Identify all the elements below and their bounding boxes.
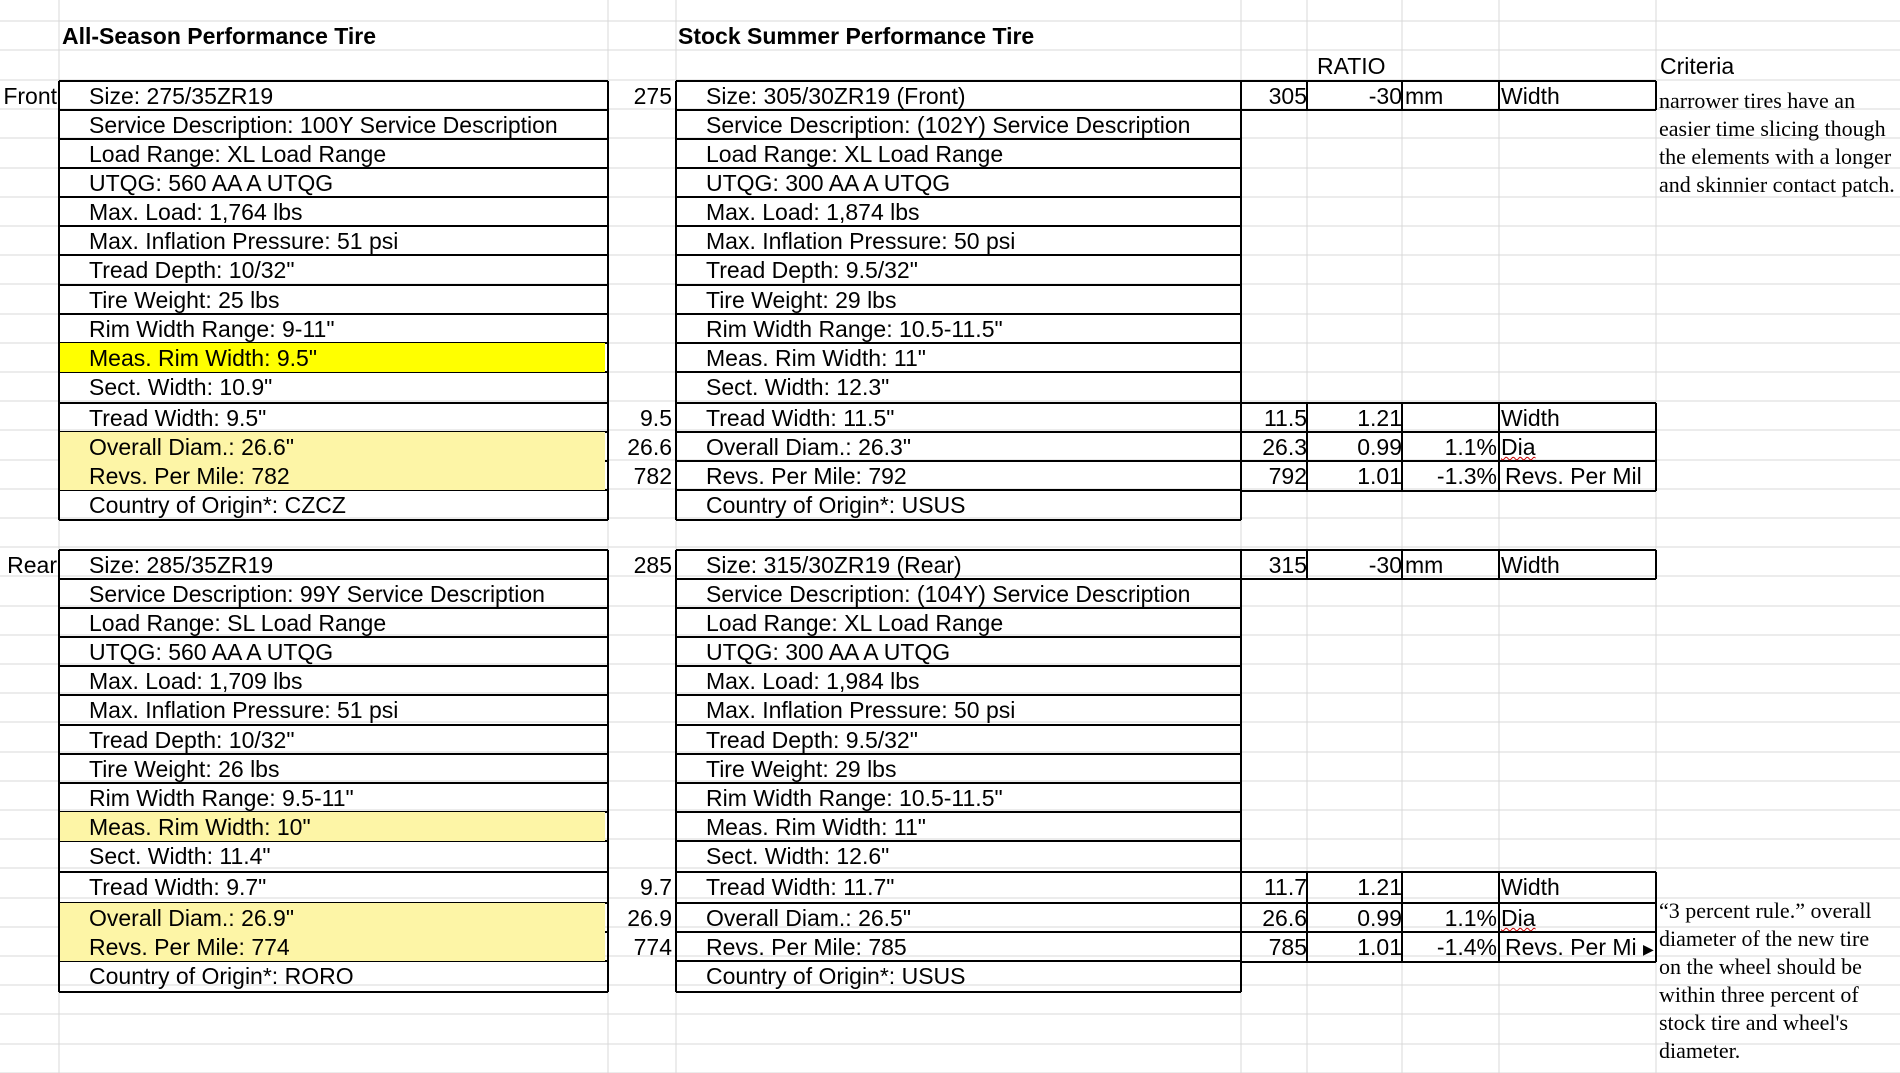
rear-all_season-row[interactable]: Overall Diam.: 26.9" bbox=[89, 905, 295, 931]
criteria-header[interactable]: Criteria bbox=[1660, 53, 1735, 79]
rear-all_season-row[interactable]: Sect. Width: 11.4" bbox=[89, 843, 271, 869]
rear-stock-row[interactable]: Tread Width: 11.7" bbox=[706, 874, 895, 900]
front-cmp-diam-ratio[interactable]: 0.99 bbox=[1357, 434, 1402, 460]
front-cmp-diam-label[interactable] bbox=[1501, 433, 1654, 462]
front-all_season-row[interactable]: Tire Weight: 25 lbs bbox=[89, 287, 280, 313]
front-cmp-size-label[interactable]: Width bbox=[1501, 83, 1560, 109]
front-stock-row[interactable]: Tread Width: 11.5" bbox=[706, 405, 895, 431]
front-stock-row[interactable]: Overall Diam.: 26.3" bbox=[706, 434, 912, 460]
rear-all_season-row[interactable]: Size: 285/35ZR19 bbox=[89, 552, 274, 578]
front-cmp-size-ratio[interactable]: -30 bbox=[1368, 83, 1402, 109]
rear-all_season-row[interactable]: Max. Inflation Pressure: 51 psi bbox=[89, 697, 399, 723]
rear-cmp-diam-label-text: Dia bbox=[1501, 905, 1536, 931]
front-all_season-row[interactable]: Service Description: 100Y Service Description bbox=[89, 112, 558, 138]
rear-stock-row[interactable]: Load Range: XL Load Range bbox=[706, 610, 1004, 636]
rear-criteria-note[interactable]: “3 percent rule.” overall diameter of the new tire on the wheel should be within three percent of stock tire and wheel's diameter. bbox=[1659, 898, 1872, 1063]
front-stock-row[interactable]: Meas. Rim Width: 11" bbox=[706, 345, 926, 371]
rear-diam-value[interactable]: 26.9 bbox=[627, 905, 672, 931]
front-all_season-row[interactable]: Sect. Width: 10.9" bbox=[89, 374, 273, 400]
rear-cmp-size-ratio[interactable]: -30 bbox=[1368, 552, 1402, 578]
front-all_season-row[interactable]: UTQG: 560 AA A UTQG bbox=[89, 170, 334, 196]
ratio-header[interactable]: RATIO bbox=[1317, 53, 1386, 79]
front-cmp-revs-pct[interactable]: -1.3% bbox=[1436, 463, 1497, 489]
front-cmp-tread-label[interactable]: Width bbox=[1501, 405, 1560, 431]
front-stock-row[interactable]: Load Range: XL Load Range bbox=[706, 141, 1004, 167]
rear-all_season-row[interactable]: Tread Width: 9.7" bbox=[89, 874, 267, 900]
front-cmp-tread-ratio[interactable]: 1.21 bbox=[1357, 405, 1402, 431]
rear-stock-row[interactable]: Country of Origin*: USUS bbox=[706, 963, 966, 989]
rear-label[interactable]: Rear bbox=[7, 552, 57, 578]
front-cmp-size-unit[interactable]: mm bbox=[1405, 83, 1444, 109]
all-season-title[interactable]: All-Season Performance Tire bbox=[62, 23, 377, 49]
rear-all_season-row[interactable]: Service Description: 99Y Service Description bbox=[89, 581, 545, 607]
rear-all_season-row[interactable]: Country of Origin*: RORO bbox=[89, 963, 354, 989]
rear-cmp-diam-ratio[interactable]: 0.99 bbox=[1357, 905, 1402, 931]
rear-cmp-revs-pct[interactable]: -1.4% bbox=[1436, 934, 1497, 960]
rear-cmp-revs-ratio[interactable]: 1.01 bbox=[1357, 934, 1402, 960]
front-stock-row[interactable]: Rim Width Range: 10.5-11.5" bbox=[706, 316, 1003, 342]
rear-stock-row[interactable]: Max. Inflation Pressure: 50 psi bbox=[706, 697, 1016, 723]
front-size-value[interactable]: 275 bbox=[633, 83, 672, 109]
front-cmp-tread-val[interactable]: 11.5 bbox=[1263, 405, 1307, 431]
front-all_season-row[interactable]: Max. Load: 1,764 lbs bbox=[89, 199, 303, 225]
rear-stock-row[interactable]: Service Description: (104Y) Service Description bbox=[706, 581, 1191, 607]
front-diam-value[interactable]: 26.6 bbox=[627, 434, 672, 460]
rear-cmp-size-unit[interactable]: mm bbox=[1405, 552, 1444, 578]
rear-stock-row[interactable]: Revs. Per Mile: 785 bbox=[706, 934, 907, 960]
front-stock-row[interactable]: Sect. Width: 12.3" bbox=[706, 374, 890, 400]
front-cmp-revs-label[interactable]: Revs. Per Mil bbox=[1505, 463, 1642, 489]
front-cmp-revs-val[interactable]: 792 bbox=[1268, 463, 1307, 489]
rear-stock-row[interactable]: Rim Width Range: 10.5-11.5" bbox=[706, 785, 1003, 811]
rear-cmp-size-val[interactable]: 315 bbox=[1268, 552, 1307, 578]
front-all_season-row[interactable]: Tread Depth: 10/32" bbox=[89, 257, 295, 283]
rear-all_season-row[interactable]: UTQG: 560 AA A UTQG bbox=[89, 639, 334, 665]
rear-all_season-row[interactable]: Meas. Rim Width: 10" bbox=[89, 814, 311, 840]
rear-cmp-diam-val[interactable]: 26.6 bbox=[1262, 905, 1307, 931]
front-all_season-row[interactable]: Meas. Rim Width: 9.5" bbox=[89, 345, 318, 371]
rear-stock-row[interactable]: UTQG: 300 AA A UTQG bbox=[706, 639, 951, 665]
rear-cmp-revs-val[interactable]: 785 bbox=[1268, 934, 1307, 960]
front-all_season-row[interactable]: Size: 275/35ZR19 bbox=[89, 83, 274, 109]
rear-cmp-revs-label[interactable]: Revs. Per Mi bbox=[1505, 934, 1637, 960]
rear-stock-row[interactable]: Meas. Rim Width: 11" bbox=[706, 814, 926, 840]
rear-all_season-row[interactable]: Tire Weight: 26 lbs bbox=[89, 756, 280, 782]
front-all_season-row[interactable]: Load Range: XL Load Range bbox=[89, 141, 387, 167]
rear-stock-row[interactable]: Overall Diam.: 26.5" bbox=[706, 905, 912, 931]
front-all_season-row[interactable]: Rim Width Range: 9-11" bbox=[89, 316, 335, 342]
front-all_season-row[interactable]: Revs. Per Mile: 782 bbox=[89, 463, 290, 489]
stock-title[interactable]: Stock Summer Performance Tire bbox=[678, 23, 1035, 49]
rear-all_season-row[interactable]: Max. Load: 1,709 lbs bbox=[89, 668, 303, 694]
rear-all_season-row[interactable]: Rim Width Range: 9.5-11" bbox=[89, 785, 354, 811]
front-all_season-row[interactable]: Max. Inflation Pressure: 51 psi bbox=[89, 228, 399, 254]
rear-size-value[interactable]: 285 bbox=[633, 552, 672, 578]
front-stock-row[interactable]: Max. Load: 1,874 lbs bbox=[706, 199, 920, 225]
front-stock-row[interactable]: Revs. Per Mile: 792 bbox=[706, 463, 907, 489]
front-all_season-row[interactable]: Overall Diam.: 26.6" bbox=[89, 434, 295, 460]
rear-all_season-row[interactable]: Load Range: SL Load Range bbox=[89, 610, 387, 636]
front-cmp-diam-pct[interactable]: 1.1% bbox=[1444, 434, 1497, 460]
rear-cmp-tread-val[interactable]: 11.7 bbox=[1263, 874, 1307, 900]
rear-cmp-diam-label[interactable] bbox=[1501, 904, 1654, 933]
rear-cmp-size-label[interactable]: Width bbox=[1501, 552, 1560, 578]
front-stock-row[interactable]: Country of Origin*: USUS bbox=[706, 492, 966, 518]
rear-stock-row[interactable]: Max. Load: 1,984 lbs bbox=[706, 668, 920, 694]
front-stock-row[interactable]: UTQG: 300 AA A UTQG bbox=[706, 170, 951, 196]
front-cmp-revs-ratio[interactable]: 1.01 bbox=[1357, 463, 1402, 489]
overflow-arrow-icon: ▶ bbox=[1643, 941, 1654, 957]
rear-cmp-tread-ratio[interactable]: 1.21 bbox=[1357, 874, 1402, 900]
rear-cmp-diam-pct[interactable]: 1.1% bbox=[1444, 905, 1497, 931]
front-all_season-row[interactable]: Country of Origin*: CZCZ bbox=[89, 492, 346, 518]
front-cmp-diam-label-text: Dia bbox=[1501, 434, 1536, 460]
front-criteria-note[interactable]: narrower tires have an easier time slicing though the elements with a longer and skinnier contact patch. bbox=[1659, 88, 1895, 197]
front-revs-value[interactable]: 782 bbox=[633, 463, 672, 489]
rear-stock-row[interactable]: Tire Weight: 29 lbs bbox=[706, 756, 897, 782]
rear-all_season-row[interactable]: Revs. Per Mile: 774 bbox=[89, 934, 290, 960]
front-label[interactable]: Front bbox=[3, 83, 57, 109]
front-stock-row[interactable]: Service Description: (102Y) Service Description bbox=[706, 112, 1191, 138]
front-all_season-row[interactable]: Tread Width: 9.5" bbox=[89, 405, 267, 431]
rear-stock-row[interactable]: Sect. Width: 12.6" bbox=[706, 843, 890, 869]
rear-stock-row[interactable]: Tread Depth: 9.5/32" bbox=[706, 727, 918, 753]
front-stock-row[interactable]: Tread Depth: 9.5/32" bbox=[706, 257, 918, 283]
rear-revs-value[interactable]: 774 bbox=[633, 934, 672, 960]
rear-tread-value[interactable]: 9.7 bbox=[640, 874, 672, 900]
rear-stock-row[interactable]: Size: 315/30ZR19 (Rear) bbox=[706, 552, 962, 578]
front-tread-value[interactable]: 9.5 bbox=[640, 405, 672, 431]
front-stock-row[interactable]: Size: 305/30ZR19 (Front) bbox=[706, 83, 966, 109]
front-stock-row[interactable]: Max. Inflation Pressure: 50 psi bbox=[706, 228, 1016, 254]
rear-cmp-tread-label[interactable]: Width bbox=[1501, 874, 1560, 900]
front-cmp-diam-val[interactable]: 26.3 bbox=[1262, 434, 1307, 460]
rear-all_season-row[interactable]: Tread Depth: 10/32" bbox=[89, 727, 295, 753]
front-cmp-size-val[interactable]: 305 bbox=[1268, 83, 1307, 109]
front-stock-row[interactable]: Tire Weight: 29 lbs bbox=[706, 287, 897, 313]
